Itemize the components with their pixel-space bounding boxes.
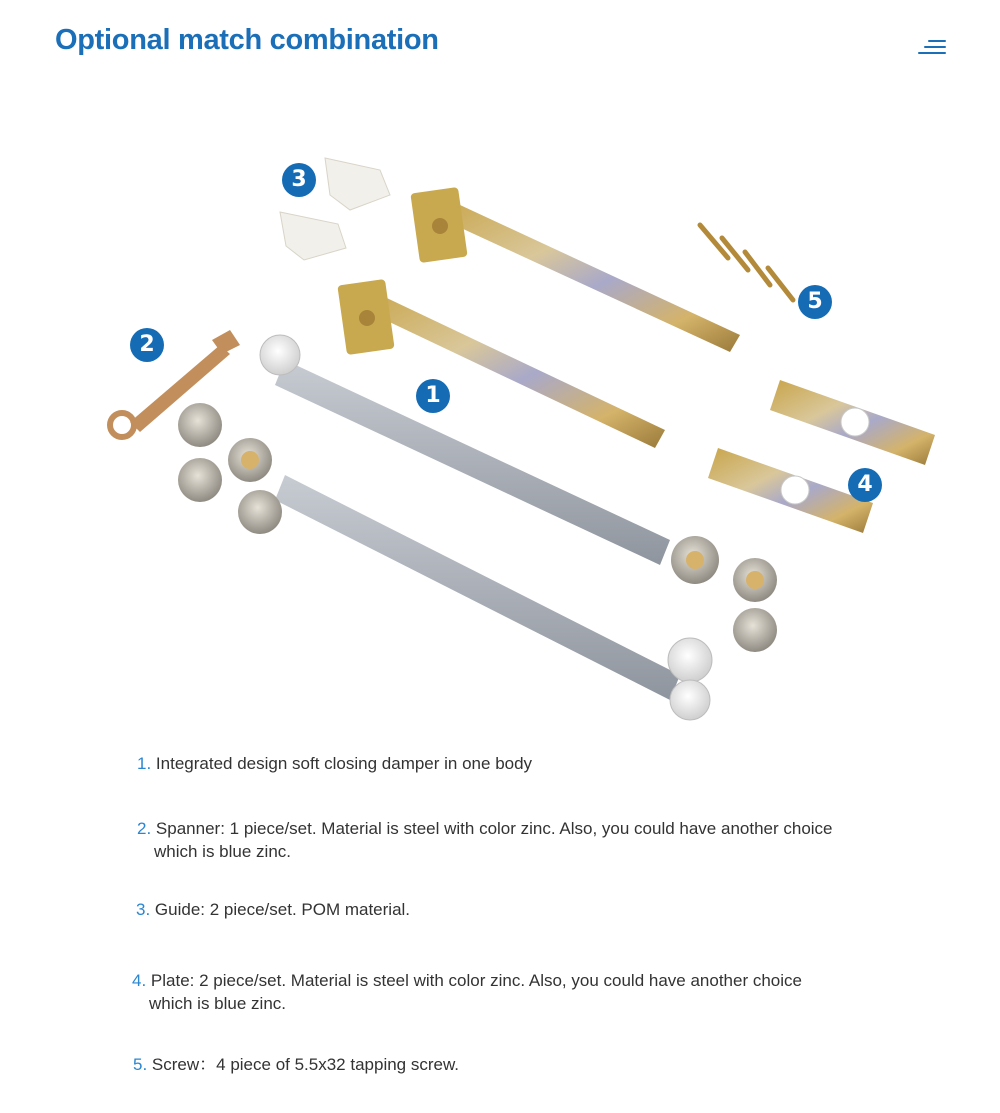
screws — [700, 225, 793, 300]
badge-1: 1 — [416, 379, 450, 413]
item-number: 3. — [136, 900, 151, 919]
item-number: 5. — [133, 1055, 148, 1074]
zinc-bar-upper — [410, 187, 740, 352]
item-number: 2. — [137, 819, 152, 838]
badge-4: 4 — [848, 468, 882, 502]
item-text: Integrated design soft closing damper in one body — [155, 754, 533, 773]
damper-upper — [260, 335, 719, 584]
list-item — [133, 1053, 459, 1076]
item-text: Spanner: 1 piece/set. Material is steel with color zinc. Also, you could have another choice — [155, 819, 833, 838]
badge-2: 2 — [130, 328, 164, 362]
item-text: Plate: 2 piece/set. Material is steel with color zinc. Also, you could have another choice — [150, 971, 802, 990]
page-title: Optional match combination — [55, 24, 439, 56]
item-number: 1. — [137, 754, 152, 773]
product-image — [90, 140, 950, 740]
list-item — [137, 817, 833, 863]
item-text-continued: which is blue zinc. — [149, 994, 287, 1013]
badge-5: 5 — [798, 285, 832, 319]
list-item — [137, 752, 532, 775]
menu-icon[interactable] — [918, 40, 946, 56]
list-item — [136, 898, 410, 921]
item-number: 4. — [132, 971, 147, 990]
item-text-continued: which is blue zinc. — [154, 842, 292, 861]
item-text: Screw：4 piece of 5.5x32 tapping screw. — [151, 1055, 460, 1074]
item-text: Guide: 2 piece/set. POM material. — [154, 900, 411, 919]
badge-3: 3 — [282, 163, 316, 197]
list-item — [132, 969, 802, 1015]
plate-parts — [708, 380, 935, 533]
